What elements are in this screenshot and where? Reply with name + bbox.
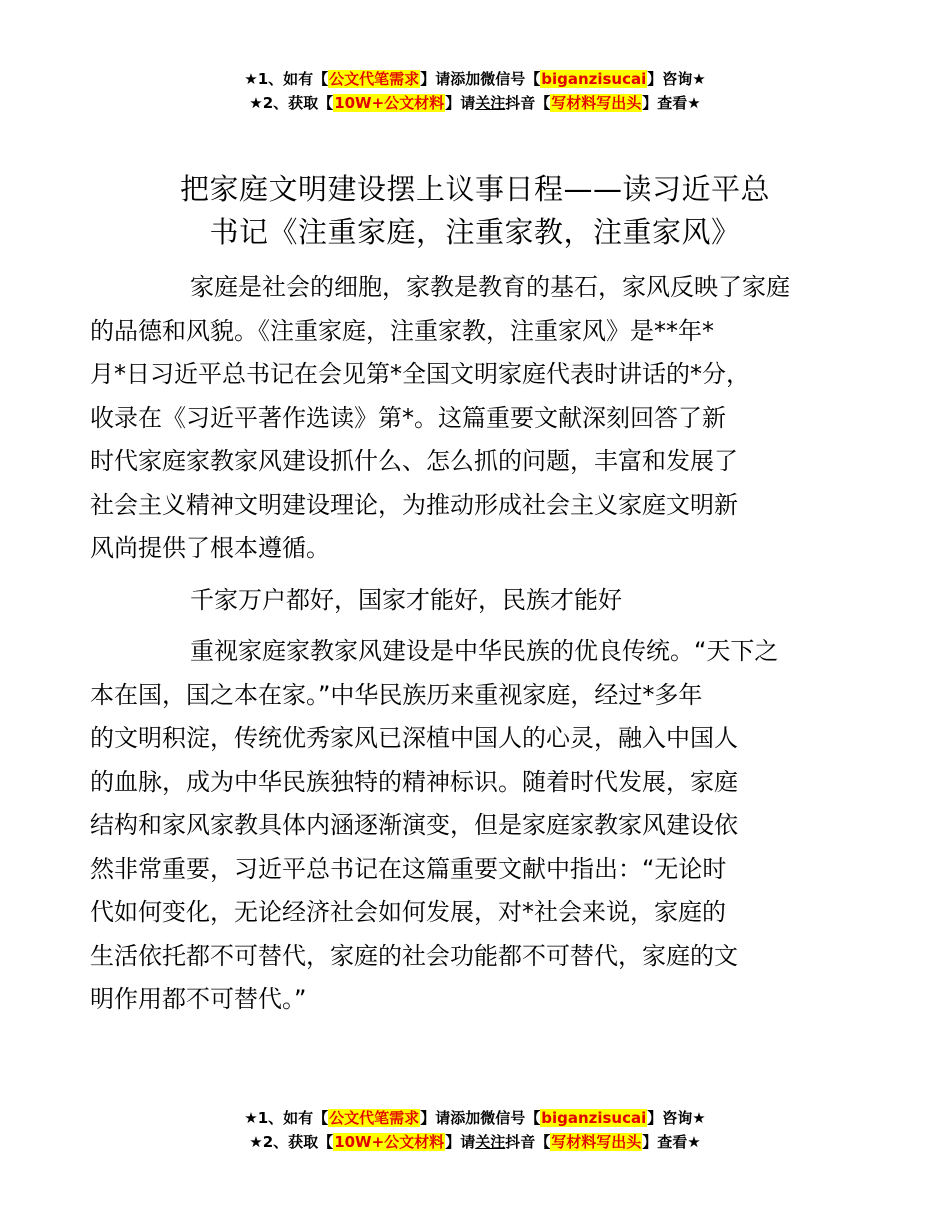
- highlight-douyin-account: 写材料写出头: [551, 1133, 642, 1151]
- banner-line-1: [0, 1106, 950, 1130]
- title-line-2: 书记《注重家庭，注重家教，注重家风》: [209, 215, 741, 249]
- text-line: 的品德和风貌。《注重家庭，注重家教，注重家风》是**年*: [90, 316, 714, 345]
- paragraph-tradition: [90, 630, 840, 1022]
- banner-text: 】咨询★: [647, 70, 706, 88]
- text-line: 生活依托都不可替代，家庭的社会功能都不可替代，家庭的文: [90, 941, 738, 970]
- text-line: 结构和家风家教具体内涵逐渐演变，但是家庭家教家风建设依: [90, 811, 738, 839]
- text-line: 时代家庭家教家风建设抓什么、怎么抓的问题，丰富和发展了: [90, 447, 738, 475]
- text-line: 本在国，国之本在家。”中华民族历来重视家庭，经过*多年: [90, 680, 703, 709]
- document-title: [100, 168, 850, 254]
- highlight-wechat-id: biganzisucai: [541, 1109, 647, 1127]
- banner-text: 】咨询★: [647, 1109, 706, 1127]
- text-line: 收录在《习近平著作选读》第*。这篇重要文献深刻回答了新: [90, 403, 726, 432]
- highlight-service: 公文代笔需求: [329, 1109, 420, 1127]
- document-body: [90, 266, 840, 1030]
- text-line: 社会主义精神文明建设理论，为推动形成社会主义家庭文明新: [90, 490, 738, 519]
- banner-text: 】请: [445, 94, 476, 112]
- banner-line-2: [0, 91, 950, 115]
- highlight-materials: 10W+公文材料: [334, 1133, 445, 1151]
- banner-text: ★1、如有【: [244, 1109, 329, 1127]
- text-line: 重视家庭家教家风建设是中华民族的优良传统。“天下之: [190, 637, 779, 665]
- text-line: 明作用都不可替代。”: [90, 985, 307, 1013]
- highlight-service: 公文代笔需求: [329, 70, 420, 88]
- banner-text: 抖音【: [505, 94, 551, 112]
- underlined-follow: 关注: [475, 1133, 506, 1151]
- banner-line-1: [0, 67, 950, 91]
- highlight-materials: 10W+公文材料: [334, 94, 445, 112]
- section-heading: [140, 579, 840, 623]
- header-banner: [0, 67, 950, 115]
- banner-text: 】查看★: [642, 1133, 701, 1151]
- text-line: 风尚提供了根本遵循。: [90, 534, 330, 562]
- text-line: 家庭是社会的细胞，家教是教育的基石，家风反映了家庭: [190, 273, 790, 301]
- highlight-douyin-account: 写材料写出头: [551, 94, 642, 112]
- banner-text: 抖音【: [505, 1133, 551, 1151]
- banner-text: ★1、如有【: [244, 70, 329, 88]
- title-line-1: 把家庭文明建设摆上议事日程——读习近平总: [179, 172, 770, 206]
- banner-text: ★2、获取【: [249, 94, 334, 112]
- banner-text: 】请: [445, 1133, 476, 1151]
- banner-text: ★2、获取【: [249, 1133, 334, 1151]
- text-line: 千家万户都好，国家才能好，民族才能好: [190, 585, 622, 614]
- text-line: 的血脉，成为中华民族独特的精神标识。随着时代发展，家庭: [90, 767, 738, 796]
- highlight-wechat-id: biganzisucai: [541, 70, 647, 88]
- paragraph-intro: [90, 266, 840, 571]
- text-line: 月*日习近平总书记在会见第*全国文明家庭代表时讲话的*分，: [90, 360, 750, 388]
- banner-line-2: [0, 1130, 950, 1154]
- text-line: 然非常重要，习近平总书记在这篇重要文献中指出：“无论时: [90, 854, 727, 883]
- text-line: 代如何变化，无论经济社会如何发展，对*社会来说，家庭的: [90, 898, 726, 926]
- footer-banner: [0, 1106, 950, 1154]
- underlined-follow: 关注: [475, 94, 506, 112]
- banner-text: 】请添加微信号【: [420, 70, 541, 88]
- banner-text: 】请添加微信号【: [420, 1109, 541, 1127]
- banner-text: 】查看★: [642, 94, 701, 112]
- text-line: 的文明积淀，传统优秀家风已深植中国人的心灵，融入中国人: [90, 724, 738, 752]
